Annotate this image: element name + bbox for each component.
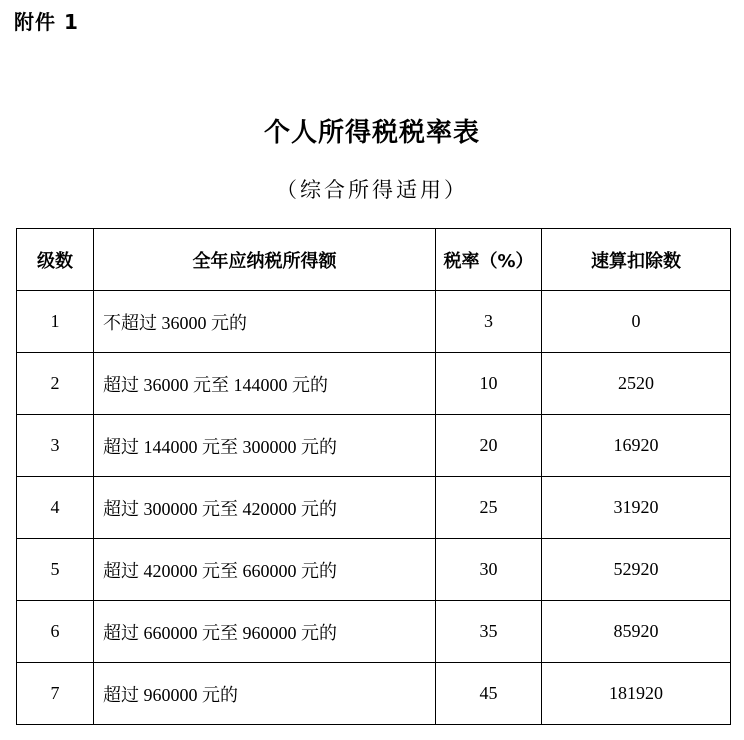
cell-rate: 35 xyxy=(436,601,542,663)
cell-rate: 3 xyxy=(436,291,542,353)
cell-level: 7 xyxy=(17,663,94,725)
attachment-label: 附件 1 xyxy=(14,10,79,34)
cell-deduction: 85920 xyxy=(542,601,731,663)
cell-deduction: 52920 xyxy=(542,539,731,601)
cell-deduction: 181920 xyxy=(542,663,731,725)
cell-rate: 20 xyxy=(436,415,542,477)
cell-level: 1 xyxy=(17,291,94,353)
cell-bracket: 超过 144000 元至 300000 元的 xyxy=(94,415,436,477)
cell-bracket: 超过 420000 元至 660000 元的 xyxy=(94,539,436,601)
cell-rate: 10 xyxy=(436,353,542,415)
cell-bracket: 超过 300000 元至 420000 元的 xyxy=(94,477,436,539)
cell-bracket: 不超过 36000 元的 xyxy=(94,291,436,353)
cell-level: 3 xyxy=(17,415,94,477)
table-row xyxy=(17,353,731,415)
table-row xyxy=(17,415,731,477)
cell-deduction: 0 xyxy=(542,291,731,353)
table-row xyxy=(17,477,731,539)
cell-bracket: 超过 960000 元的 xyxy=(94,663,436,725)
cell-deduction: 2520 xyxy=(542,353,731,415)
column-header-level: 级数 xyxy=(17,229,94,291)
page-subtitle: （综合所得适用） xyxy=(276,178,468,202)
cell-deduction: 31920 xyxy=(542,477,731,539)
cell-rate: 45 xyxy=(436,663,542,725)
cell-deduction: 16920 xyxy=(542,415,731,477)
table-header-row xyxy=(17,229,731,291)
cell-level: 4 xyxy=(17,477,94,539)
cell-bracket: 超过 36000 元至 144000 元的 xyxy=(94,353,436,415)
table-row xyxy=(17,539,731,601)
table-row xyxy=(17,663,731,725)
cell-rate: 30 xyxy=(436,539,542,601)
page-title: 个人所得税税率表 xyxy=(263,118,480,148)
cell-bracket: 超过 660000 元至 960000 元的 xyxy=(94,601,436,663)
column-header-tax-rate: 税率（%） xyxy=(436,229,542,291)
tax-rate-table xyxy=(16,228,731,725)
column-header-quick-deduction: 速算扣除数 xyxy=(542,229,731,291)
cell-level: 2 xyxy=(17,353,94,415)
table-row xyxy=(17,601,731,663)
column-header-taxable-income: 全年应纳税所得额 xyxy=(94,229,436,291)
cell-level: 6 xyxy=(17,601,94,663)
cell-rate: 25 xyxy=(436,477,542,539)
table-row xyxy=(17,291,731,353)
cell-level: 5 xyxy=(17,539,94,601)
